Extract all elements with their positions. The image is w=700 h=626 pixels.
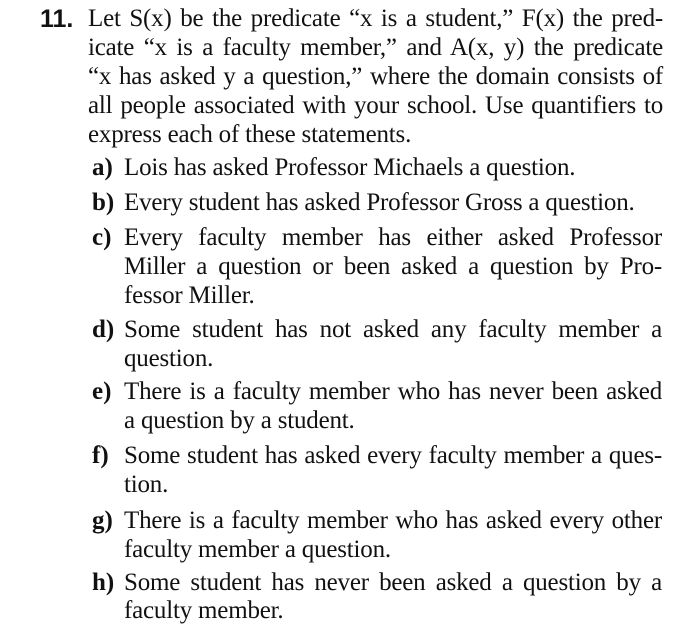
- intro-line-5: express each of these statements.: [88, 121, 412, 148]
- part-a-line-1: Lois has asked Professor Michaels a question.: [124, 154, 576, 181]
- part-b-line-1: Every student has asked Professor Gross a question.: [124, 189, 635, 216]
- intro-line-4: all people associated with your school. Use quantifiers to: [88, 92, 663, 119]
- part-g-line-1: There is a faculty member who has asked every other: [124, 507, 662, 534]
- part-g-line-2: faculty member a question.: [124, 536, 391, 563]
- part-c-label: c): [92, 224, 112, 251]
- part-g-label: g): [92, 507, 113, 534]
- intro-line-3: “x has asked y a question,” where the domain consists of: [88, 63, 663, 90]
- part-f-line-2: tion.: [124, 471, 169, 498]
- part-h-line-1: Some student has never been asked a question by a: [124, 569, 662, 596]
- part-d-line-1: Some student has not asked any faculty member a: [124, 316, 662, 343]
- part-a-label: a): [92, 154, 113, 181]
- part-d-label: d): [92, 316, 115, 343]
- part-h-label: h): [92, 569, 115, 596]
- intro-line-1: Let S(x) be the predicate “x is a student,” F(x) the pred-: [88, 5, 663, 32]
- part-h-line-2: faculty member.: [124, 597, 284, 624]
- part-c-line-2: Miller a question or been asked a question by Pro-: [124, 253, 662, 280]
- part-e-line-2: a question by a student.: [124, 407, 355, 434]
- part-d-line-2: question.: [124, 345, 214, 372]
- part-f-line-1: Some student has asked every faculty member a ques-: [124, 442, 662, 469]
- part-e-label: e): [92, 378, 112, 405]
- part-c-line-3: fessor Miller.: [124, 282, 255, 309]
- part-c-line-1: Every faculty member has either asked Professor: [124, 224, 662, 251]
- intro-line-2: icate “x is a faculty member,” and A(x, y) the predicate: [88, 34, 663, 61]
- part-e-line-1: There is a faculty member who has never been asked: [124, 378, 662, 405]
- exercise-number: 11.: [40, 5, 74, 33]
- part-f-label: f): [92, 442, 109, 469]
- part-b-label: b): [92, 189, 115, 216]
